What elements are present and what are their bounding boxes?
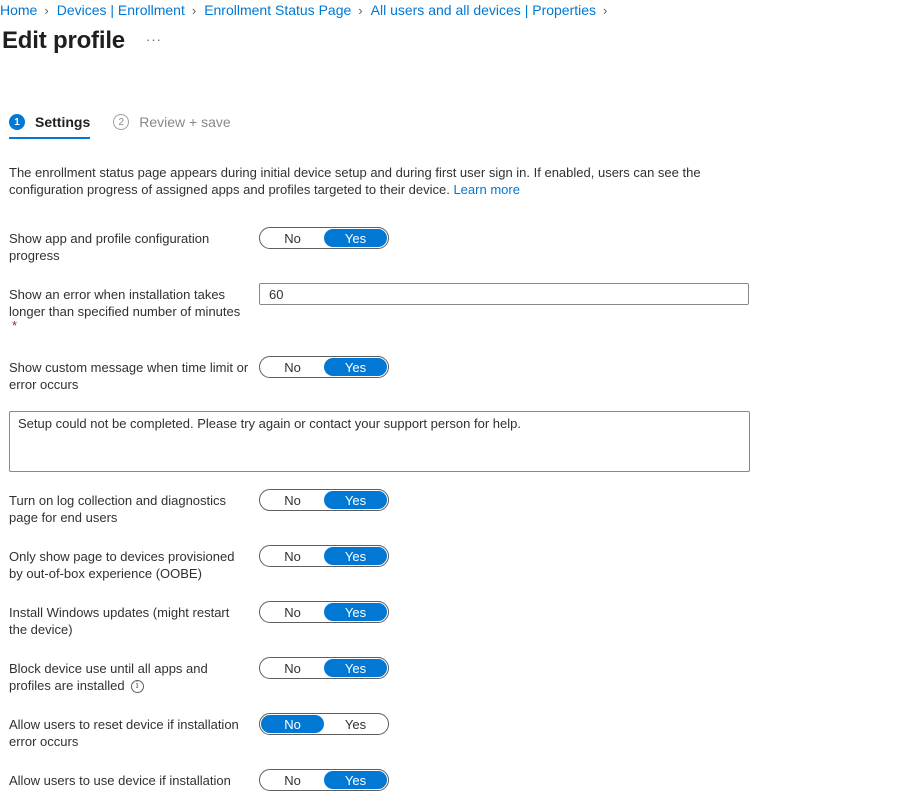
custom-message-toggle[interactable] xyxy=(259,356,389,378)
toggle-option-no[interactable]: No xyxy=(284,230,301,246)
page-description xyxy=(9,164,729,198)
step-number: 2 xyxy=(113,114,129,130)
required-indicator: * xyxy=(12,318,18,333)
toggle-option-yes[interactable]: Yes xyxy=(324,491,387,509)
toggle-option-no[interactable]: No xyxy=(284,492,301,508)
step-label: Settings xyxy=(35,114,91,130)
breadcrumb-home-link[interactable]: Home xyxy=(0,2,38,18)
description-text: The enrollment status page appears during initial device setup and during first user sign in. If enabled, users can see the configuration progress of assigned apps and profiles targeted to their device. xyxy=(9,165,701,197)
chevron-right-icon: › xyxy=(191,2,197,18)
step-settings[interactable] xyxy=(9,112,90,132)
breadcrumb-properties-link[interactable]: All users and all devices | Properties xyxy=(370,2,597,18)
learn-more-link[interactable]: Learn more xyxy=(453,182,520,197)
chevron-right-icon: › xyxy=(358,2,363,18)
error-minutes-label xyxy=(9,286,249,332)
page-title: Edit profile xyxy=(2,27,125,54)
log-collection-label: Turn on log collection and diagnostics page for end users xyxy=(9,493,227,525)
chevron-right-icon: › xyxy=(603,2,608,18)
block-device-label xyxy=(9,660,219,694)
toggle-option-no[interactable]: No xyxy=(284,604,301,620)
toggle-option-yes[interactable]: Yes xyxy=(344,716,367,732)
toggle-option-no[interactable]: No xyxy=(261,715,324,733)
toggle-option-yes[interactable]: Yes xyxy=(324,547,387,565)
windows-updates-label: Install Windows updates (might restart the device) xyxy=(9,605,230,637)
toggle-option-no[interactable]: No xyxy=(284,548,301,564)
toggle-option-no[interactable]: No xyxy=(284,772,301,788)
error-minutes-label-text: Show an error when installation takes longer than specified number of minutes xyxy=(9,287,241,319)
breadcrumb xyxy=(0,0,615,20)
breadcrumb-enrollment-status-page-link[interactable]: Enrollment Status Page xyxy=(204,2,352,18)
toggle-option-yes[interactable]: Yes xyxy=(324,603,387,621)
toggle-option-no[interactable]: No xyxy=(284,359,301,375)
use-device-toggle[interactable] xyxy=(259,769,389,791)
step-review-save[interactable] xyxy=(113,112,230,132)
chevron-right-icon: › xyxy=(44,2,49,18)
windows-updates-toggle[interactable] xyxy=(259,601,389,623)
toggle-option-no[interactable]: No xyxy=(284,660,301,676)
reset-device-toggle[interactable] xyxy=(259,713,389,735)
wizard-steps xyxy=(9,112,231,132)
block-device-label-text: Block device use until all apps and profiles are installed xyxy=(9,661,208,693)
oobe-only-label: Only show page to devices provisioned by out-of-box experience (OOBE) xyxy=(9,549,235,581)
active-step-indicator xyxy=(9,137,90,139)
block-device-toggle[interactable] xyxy=(259,657,389,679)
toggle-option-yes[interactable]: Yes xyxy=(324,659,387,677)
custom-message-textarea[interactable] xyxy=(9,411,750,472)
toggle-option-yes[interactable]: Yes xyxy=(324,229,387,247)
custom-message-label: Show custom message when time limit or error occurs xyxy=(9,360,249,392)
more-options-button[interactable]: ··· xyxy=(146,32,162,47)
info-icon[interactable]: i xyxy=(131,680,144,693)
breadcrumb-devices-enrollment-link[interactable]: Devices | Enrollment xyxy=(56,2,185,18)
reset-device-label: Allow users to reset device if installation error occurs xyxy=(9,717,239,749)
use-device-label: Allow users to use device if installation xyxy=(9,773,231,788)
show-progress-label: Show app and profile configuration progress xyxy=(9,231,210,263)
error-minutes-input[interactable] xyxy=(259,283,749,305)
log-collection-toggle[interactable] xyxy=(259,489,389,511)
step-number: 1 xyxy=(9,114,25,130)
show-progress-toggle[interactable] xyxy=(259,227,389,249)
step-label: Review + save xyxy=(139,114,231,130)
toggle-option-yes[interactable]: Yes xyxy=(324,358,387,376)
oobe-only-toggle[interactable] xyxy=(259,545,389,567)
toggle-option-yes[interactable]: Yes xyxy=(324,771,387,789)
